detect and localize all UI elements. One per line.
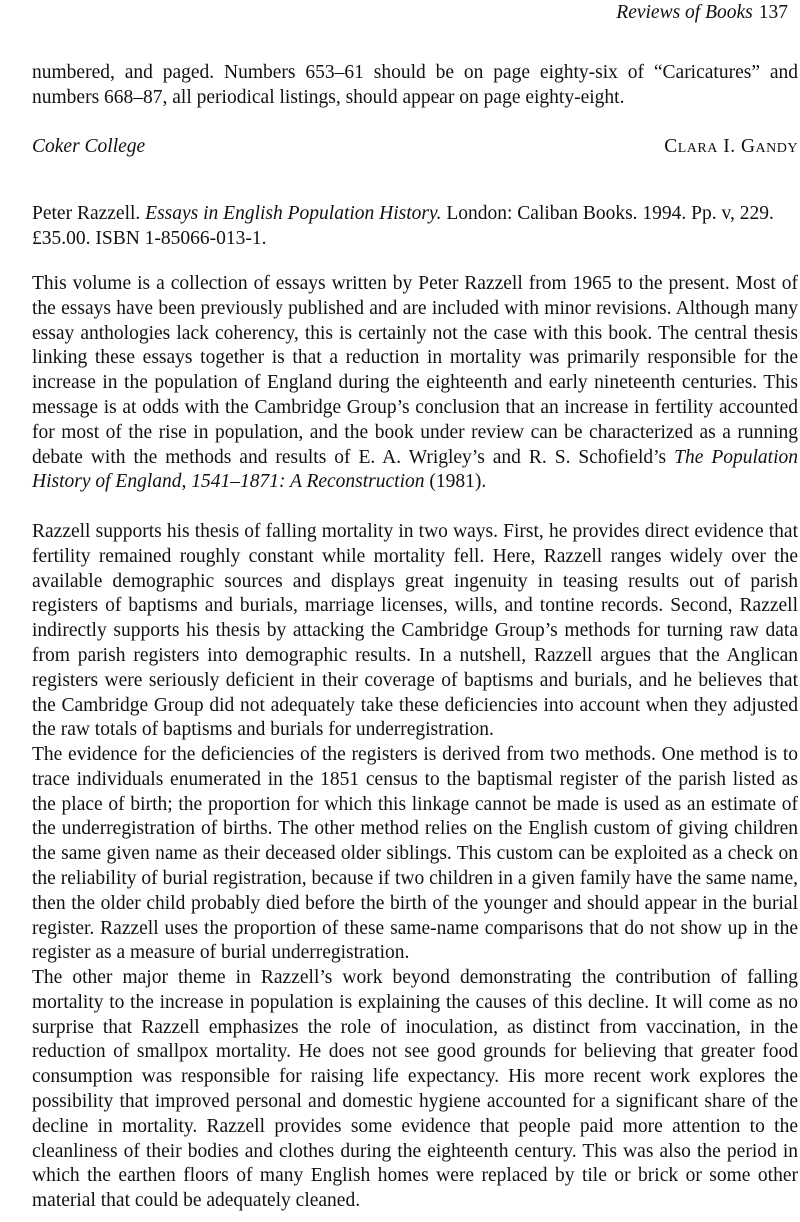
review-paragraph-3: The evidence for the deficiencies of the registers is derived from two methods. One method is to trace individuals enumerated in the 1851 census to the baptismal register of the parish listed as the place of birth; the proportion for which this linkage cannot be made is used as an estimate of the underregistration of births. The other method relies on the English custom of giving children the same given name as their deceased older siblings. This custom can be exploited as a check on the reliability of burial registration, because if two children in a given family have the same name, then the older child probably died before the birth of the younger and should appear in the burial register. Razzell uses the proportion of these same-name comparisons that do not show up in the register as a measure of burial underregistration.: [32, 744, 798, 964]
cited-work-title: The Population History of England, 1541–1871: A Reconstruction: [32, 446, 798, 493]
review-paragraph-1: [32, 272, 798, 495]
review-paragraph-2: Razzell supports his thesis of falling mortality in two ways. First, he provides direct evidence that fertility remained roughly constant while mortality fell. Here, Razzell ranges widely over the available demographic sources and displays great ingenuity in teasing results out of parish registers of baptisms and burials, marriage licenses, wills, and tontine records. Second, Razzell indirectly supports his thesis by attacking the Cambridge Group’s methods for turning raw data from parish registers into demographic results. In a nutshell, Razzell argues that the Anglican registers were seriously deficient in their coverage of baptisms and burials, and he believes that the Cambridge Group did not adequately take these deficiencies into account when they adjusted the raw totals of baptisms and burials for underregistration.: [32, 521, 798, 741]
book-citation: [32, 202, 798, 252]
review-p1-year: (1981).: [429, 471, 487, 493]
page-number: 137: [758, 2, 788, 23]
reviewer-name: Clara I. Gandy: [664, 136, 798, 157]
review-paragraph-4: The other major theme in Razzell’s work beyond demonstrating the contribution of falling mortality to the increase in population is explaining the causes of this decline. It will come as no surprise that Razzell emphasizes the role of inoculation, as distinct from vaccination, in the reduction of smallpox mortality. He does not see good grounds for believing that greater food consumption was responsible for raising life expectancy. His more recent work explores the possibility that improved personal and domestic hygiene accounted for a significant share of the decline in mortality. Razzell provides some evidence that people paid more attention to the cleanliness of their bodies and clothes during the eighteenth century. This was also the period in which the earthen floors of many English homes were replaced by tile or brick or some other material that could be adequately cleaned.: [32, 967, 798, 1212]
previous-review-tail: numbered, and paged. Numbers 653–61 should be on page eighty-six of “Caricatures” and numbers 668–87, all periodical listings, should appear on page eighty-eight.: [32, 62, 798, 108]
running-title: Reviews of Books: [616, 2, 753, 23]
book-author: Peter Razzell.: [32, 203, 141, 224]
previous-review-signature: [32, 134, 798, 160]
reviewer-affiliation: Coker College: [32, 136, 146, 157]
review-p1-text: This volume is a collection of essays written by Peter Razzell from 1965 to the present. Most of the essays have been previously published and are included with minor revisions. Although many essay anthologies lack coherency, this is certainly not the case with this book. The central thesis linking these essays together is that a reduction in mortality was primarily responsible for the increase in the population of England during the eighteenth and early nineteenth centuries. This message is at odds with the Cambridge Group’s conclusion that an increase in fertility accounted for most of the rise in population, and the book under review can be characterized as a running debate with the methods and results of E. A. Wrigley’s and R. S. Schofield’s: [32, 273, 798, 468]
running-header: [616, 0, 788, 26]
book-title: Essays in English Population History.: [145, 203, 442, 224]
book-details: London: Caliban Books. 1994. Pp. v, 229. £35.00. ISBN 1-85066-013-1.: [32, 203, 774, 249]
